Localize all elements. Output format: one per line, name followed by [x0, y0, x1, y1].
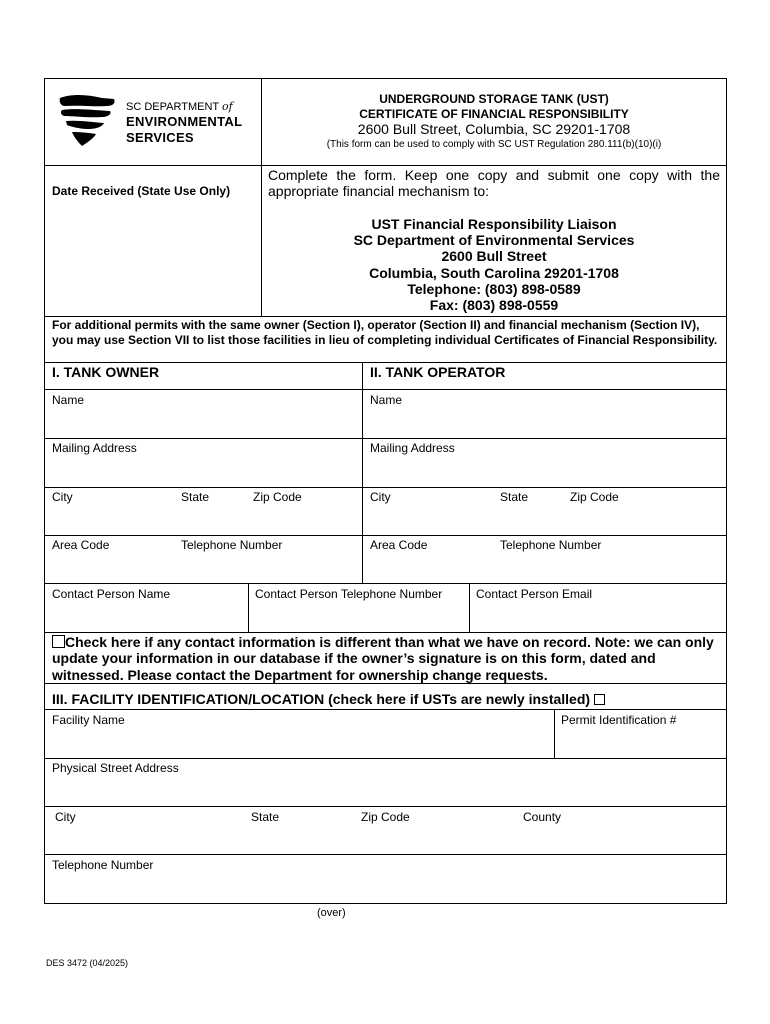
contact-change-text: Check here if any contact information is different than what we have on record. Note: we can only update your information in our database if the owner’s signature is on this form, dated and witnessed. Please contact the Department for ownership change requests.	[52, 634, 714, 683]
operator-city-label: City	[370, 490, 391, 504]
operator-telephone-label: Telephone Number	[500, 538, 602, 552]
operator-state-label: State	[500, 490, 529, 504]
liaison-line: Fax: (803) 898-0559	[429, 297, 559, 314]
header-section-bottom	[44, 316, 727, 317]
contact-change-checkbox[interactable]	[52, 635, 65, 648]
header-address: 2600 Bull Street, Columbia, SC 29201-1708	[357, 121, 631, 137]
liaison-line: UST Financial Responsibility Liaison	[371, 216, 617, 232]
operator-city-field[interactable]	[363, 488, 726, 536]
additional-permits-note: For additional permits with the same owner (Section I), operator (Section II) and financial mechanism (Section IV), you may use Section VII to list those facilities in lieu of completing individual Certificates of Financial Responsibility.	[52, 318, 718, 347]
form-title-1: UNDERGROUND STORAGE TANK (UST)	[379, 92, 609, 106]
form-title-2: CERTIFICATE OF FINANCIAL RESPONSIBILITY	[359, 107, 629, 121]
contact-name-label: Contact Person Name	[52, 587, 171, 601]
tank-owner-heading: I. TANK OWNER	[52, 364, 160, 380]
street-address-label: Physical Street Address	[52, 761, 179, 775]
owner-name-field[interactable]	[45, 390, 361, 438]
liaison-line: SC Department of Environmental Services	[353, 232, 635, 249]
contact-email-label: Contact Person Email	[476, 587, 593, 601]
facility-state-label: State	[251, 810, 280, 824]
owner-city-label: City	[52, 490, 73, 504]
regulation-note: (This form can be used to comply with SC UST Regulation 280.111(b)(10)(i)	[326, 139, 662, 150]
logo-line2: ENVIRONMENTAL	[126, 114, 243, 129]
contact-change-notice	[52, 634, 720, 683]
over-indicator: (over)	[317, 907, 346, 919]
permit-id-label: Permit Identification #	[561, 713, 677, 727]
facility-name-label: Facility Name	[52, 713, 125, 727]
contact-phone-label: Contact Person Telephone Number	[255, 587, 443, 601]
instructions-text: Complete the form. Keep one copy and submit one copy with the appropriate financial mechanism to:	[268, 167, 720, 199]
liaison-line: 2600 Bull Street	[441, 248, 547, 265]
owner-mailing-label: Mailing Address	[52, 441, 137, 455]
liaison-line: Columbia, South Carolina 29201-1708	[369, 264, 619, 281]
operator-name-field[interactable]	[363, 390, 726, 438]
owner-state-label: State	[181, 490, 210, 504]
row-line	[44, 683, 727, 684]
facility-heading-text: III. FACILITY IDENTIFICATION/LOCATION (check here if USTs are newly installed)	[52, 691, 591, 707]
facility-heading	[52, 691, 605, 707]
logo-of: of	[221, 100, 233, 113]
owner-name-label: Name	[52, 393, 85, 407]
operator-zip-label: Zip Code	[570, 490, 619, 504]
owner-zip-label: Zip Code	[253, 490, 302, 504]
liaison-address	[261, 216, 727, 313]
operator-name-label: Name	[370, 393, 403, 407]
logo-line3: SERVICES	[126, 130, 194, 145]
facility-city-label: City	[55, 810, 76, 824]
owner-area-code-label: Area Code	[52, 538, 110, 552]
des-logo	[56, 92, 251, 150]
form-id: DES 3472 (04/2025)	[46, 958, 129, 968]
logo-line1: SC DEPARTMENT	[126, 101, 219, 113]
newly-installed-checkbox[interactable]	[594, 694, 605, 705]
owner-section-top	[44, 362, 727, 363]
date-received-label: Date Received (State Use Only)	[52, 184, 231, 198]
tank-operator-heading: II. TANK OPERATOR	[370, 364, 506, 380]
header-bottom-line	[44, 165, 727, 166]
facility-county-label: County	[523, 810, 562, 824]
facility-zip-label: Zip Code	[361, 810, 410, 824]
operator-mailing-label: Mailing Address	[370, 441, 455, 455]
liaison-line: Telephone: (803) 898-0589	[407, 280, 581, 297]
sc-state-outline-icon	[56, 92, 118, 150]
owner-telephone-label: Telephone Number	[181, 538, 283, 552]
facility-telephone-label: Telephone Number	[52, 858, 154, 872]
row-line	[44, 632, 727, 633]
operator-area-code-label: Area Code	[370, 538, 428, 552]
